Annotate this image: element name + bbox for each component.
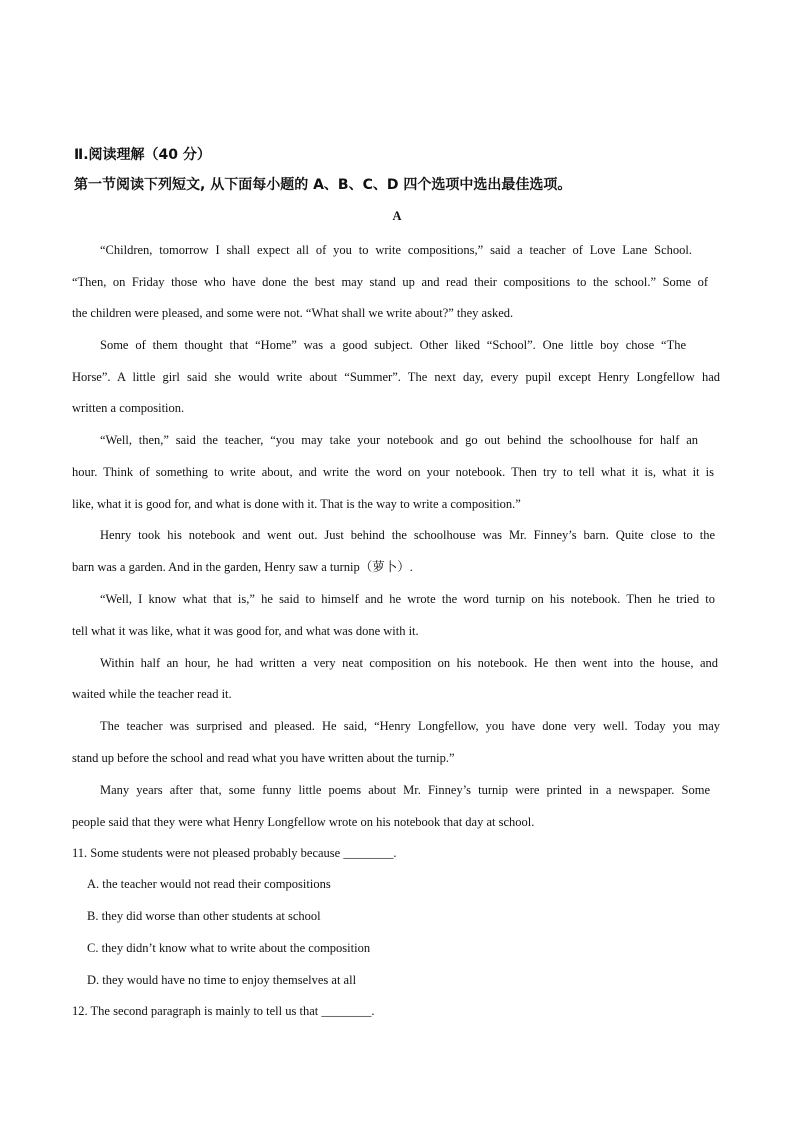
passage-line: like, what it is good for, and what is done with it. That is the way to write a composition.” <box>72 497 521 511</box>
passage-line: The teacher was surprised and pleased. He said, “Henry Longfellow, you have done very well. Today you may <box>100 719 720 733</box>
passage-line: Within half an hour, he had written a very neat composition on his notebook. He then went into the house, and <box>100 656 718 670</box>
passage-line: “Well, then,” said the teacher, “you may take your notebook and go out behind the schoolhouse for half an <box>100 433 698 447</box>
passage-line: Some of them thought that “Home” was a good subject. Other liked “School”. One little boy chose “The <box>100 338 686 352</box>
question-11-option-b: B. they did worse than other students at school <box>87 909 321 923</box>
passage-line: people said that they were what Henry Longfellow wrote on his notebook that day at school. <box>72 815 535 829</box>
passage-line: Horse”. A little girl said she would write about “Summer”. The next day, every pupil except Henry Longfellow had <box>72 370 720 384</box>
passage-line: barn was a garden. And in the garden, Henry saw a turnip（萝卜）. <box>72 560 413 574</box>
passage-line: Many years after that, some funny little poems about Mr. Finney’s turnip were printed in a newspaper. Some <box>100 783 710 797</box>
section-title: Ⅱ.阅读理解（40 分） <box>74 147 211 163</box>
passage-line: “Well, I know what that is,” he said to himself and he wrote the word turnip on his notebook. Then he tried to <box>100 592 715 606</box>
passage-line: Henry took his notebook and went out. Just behind the schoolhouse was Mr. Finney’s barn. Quite close to the <box>100 528 715 542</box>
passage-label: A <box>392 209 402 223</box>
question-12-stem: 12. The second paragraph is mainly to tell us that ________. <box>72 1004 375 1018</box>
question-11-option-a: A. the teacher would not read their compositions <box>87 877 331 891</box>
passage-line: hour. Think of something to write about, and write the word on your notebook. Then try to tell what it is, what it is <box>72 465 714 479</box>
passage-line: waited while the teacher read it. <box>72 687 232 701</box>
passage-line: written a composition. <box>72 401 185 415</box>
passage-line: the children were pleased, and some were not. “What shall we write about?” they asked. <box>72 306 514 320</box>
question-11-option-c: C. they didn’t know what to write about the composition <box>87 941 371 955</box>
passage-line: “Then, on Friday those who have done the best may stand up and read their compositions to the school.” Some of <box>72 275 708 289</box>
question-11-stem: 11. Some students were not pleased probably because ________. <box>72 846 397 860</box>
passage-line: tell what it was like, what it was good for, and what was done with it. <box>72 624 419 638</box>
passage-line: “Children, tomorrow I shall expect all of you to write compositions,” said a teacher of Love Lane School. <box>100 243 692 257</box>
question-11-option-d: D. they would have no time to enjoy themselves at all <box>87 973 357 987</box>
part-instruction: 第一节阅读下列短文, 从下面每小题的 A、B、C、D 四个选项中选出最佳选项。 <box>74 177 572 193</box>
passage-line: stand up before the school and read what you have written about the turnip.” <box>72 751 455 765</box>
